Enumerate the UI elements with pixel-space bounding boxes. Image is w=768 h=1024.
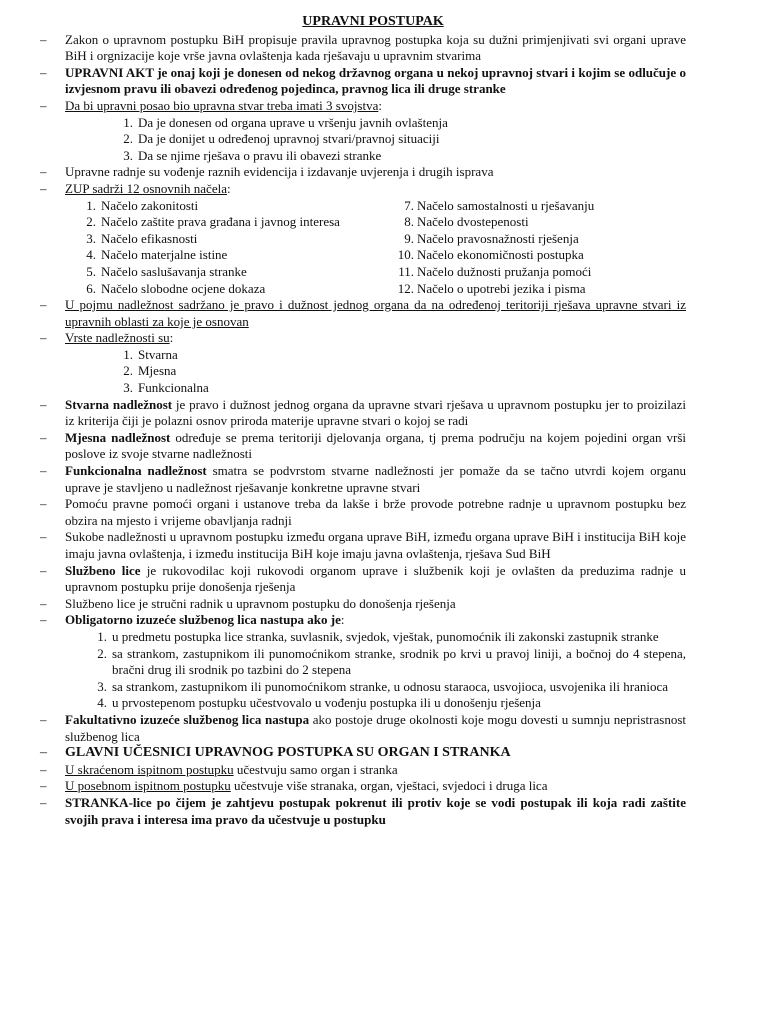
term-bold: Službeno lice (65, 562, 141, 578)
paragraph-text: je rukovodilac koji rukovodi organom uprave i službenik koji je ovlašten da preduzima radnje u upravnom postupku prije donošenja rješenja (65, 562, 686, 595)
list-item (394, 247, 686, 264)
term-bold: Obligatorno izuzeće službenog lica nastupa ako je (65, 612, 341, 628)
list-vrste (40, 347, 686, 397)
page-title: UPRAVNI POSTUPAK (302, 14, 444, 29)
list-item-text: Da je donijet u određenoj upravnoj stvari/pravnoj situaciji (138, 131, 440, 147)
paragraph-sluzbeno-lice (40, 563, 686, 596)
colon: : (378, 97, 382, 113)
list-item-text: Načelo ekonomičnosti postupka (417, 247, 584, 263)
term-bold: Funkcionalna nadležnost (65, 463, 207, 479)
dash-bullet: – (40, 612, 47, 628)
list-item-text: Načelo saslušavanja stranke (101, 263, 247, 279)
list-item (40, 363, 686, 380)
paragraph-text: U pojmu nadležnost sadržano je pravo i dužnost jednog organa da na određenoj teritoriji rješava upravne stvari iz upravnih oblasti za koje je osnovan (65, 297, 686, 329)
dash-bullet: – (40, 31, 47, 47)
list-item (394, 281, 686, 298)
list-item-text: Da se njime rješava o pravu ili obavezi stranke (138, 147, 382, 163)
list-item (394, 214, 686, 231)
dash-bullet: – (40, 330, 47, 346)
list-item (40, 231, 370, 248)
list-item-text: Funkcionalna (138, 380, 209, 396)
list-number: 3. (86, 230, 96, 246)
paragraph-text: Službeno lice je stručni radnik u upravnom postupku do donošenja rješenja (65, 595, 456, 611)
paragraph-text: Pomoću pravne pomoći organi i ustanove treba da lakše i brže provode potrebne radnje u upravnom postupku bez obzira na mjesto i vrijeme obavljanja radnji (65, 496, 686, 528)
paragraph-text: UPRAVNI AKT je onaj koji je donesen od nekog državnog organa u nekoj upravnoj stvari i kojim se odlučuje o izvjesnom pravu ili obavezi određenog pojedinca, pravnog lica ili druge stranke (65, 64, 686, 97)
list-item (40, 214, 370, 231)
list-number: 6. (86, 280, 96, 296)
list-item (40, 679, 686, 696)
colon: : (226, 180, 231, 196)
list-item (394, 198, 686, 215)
paragraph-text: Sukobe nadležnosti u upravnom postupku između organa uprave BiH, između organa uprave BiH i institucija BiH koje imaju javna ovlaštenja, i između institucija BiH koje imaju javna ovlaštenja, rješava Sud BiH (65, 529, 686, 561)
list-obligatorno (40, 629, 686, 712)
list-item (40, 148, 686, 165)
list-number: 2. (86, 214, 96, 230)
list-item-text: sa strankom, zastupnikom ili punomoćnikom stranke, srodnik po krvi u pravoj liniji, a bočnoj do 4 stepena, bračni drug ili srodnik po tazbini do 2 stepena (112, 645, 686, 678)
list-item-text: u predmetu postupka lice stranka, suvlasnik, svjedok, vještak, punomoćnik ili zakonski zastupnik stranke (112, 628, 659, 644)
paragraph-glavni-ucesnici (40, 745, 686, 762)
dash-bullet: – (40, 778, 47, 794)
list-svojstva (40, 115, 686, 165)
list-number: 12. (397, 280, 414, 296)
term-bold: Stvarna nadležnost (65, 396, 173, 412)
list-nacela-left (40, 198, 370, 298)
paragraph-fakultativno (40, 712, 686, 745)
paragraph-pravna-pomoc (40, 496, 686, 529)
dash-bullet: – (40, 711, 47, 727)
list-number: 1. (86, 197, 96, 213)
paragraph-stranka (40, 795, 686, 828)
list-item (40, 629, 686, 646)
paragraph-text: određuje se prema teritoriji djelovanja organa, tj prema području na kojem pojedini organ vrši poslove iz svoje stvarne nadležnosti (65, 429, 686, 462)
list-item-text: Načelo materjalne istine (101, 247, 228, 263)
paragraph-text: ako postoje druge okolnosti koje mogu dovesti u sumnju nepristrasnost službenog lica (65, 711, 686, 744)
paragraph-text: STRANKA-lice po čijem je zahtjevu postupak pokrenut ili protiv koje se vodi postupak ili koja radi zaštite svojih prava i interesa ima pravo da učestvuje u postupku (65, 794, 686, 827)
list-item (40, 198, 370, 215)
paragraph-vrste-nadleznosti (40, 330, 686, 347)
dash-bullet: – (40, 429, 47, 445)
paragraph-strucni-radnik (40, 596, 686, 613)
term-underlined: U posebnom ispitnom postupku (65, 778, 231, 794)
dash-bullet: – (40, 180, 47, 196)
nacela-columns (40, 198, 686, 298)
list-number: 4. (86, 247, 96, 263)
paragraph-text: učestvuje više stranaka, organ, vještaci, svjedoci i druga lica (230, 778, 548, 794)
dash-bullet: – (40, 396, 47, 412)
dash-bullet: – (40, 761, 47, 777)
paragraph-pojam-nadleznost (40, 297, 686, 330)
dash-bullet: – (40, 595, 47, 611)
list-item-text: Načelo zakonitosti (101, 197, 199, 213)
dash-bullet: – (40, 496, 47, 512)
paragraph-upravne-radnje (40, 164, 686, 181)
list-number: 11. (398, 263, 414, 279)
list-item-text: Načelo dvostepenosti (417, 214, 529, 230)
paragraph-heading: Da bi upravni posao bio upravna stvar treba imati 3 svojstva (65, 97, 379, 113)
list-item (40, 115, 686, 132)
list-number: 1. (123, 346, 133, 362)
list-item-text: Načelo samostalnosti u rješavanju (417, 197, 595, 213)
list-nacela-right (394, 198, 686, 298)
list-item-text: Načelo slobodne ocjene dokaza (101, 280, 266, 296)
list-number: 1. (97, 628, 107, 644)
paragraph-posebni (40, 778, 686, 795)
paragraph-text: Zakon o upravnom postupku BiH propisuje pravila upravnog postupka koja su dužni primjenjivati svi organi uprave BiH i orgnizacije koje vrše javna ovlaštenja kada rješavaju u upravnim stvarima (65, 31, 686, 64)
list-number: 7. (404, 197, 414, 213)
paragraph-mjesna (40, 430, 686, 463)
list-number: 2. (123, 363, 133, 379)
paragraph-text: učestvuju samo organ i stranka (233, 761, 398, 777)
term-bold: Fakultativno izuzeće službenog lica nastupa (65, 711, 310, 727)
list-number: 1. (123, 114, 133, 130)
dash-bullet: – (40, 164, 47, 180)
dash-bullet: – (40, 463, 47, 479)
list-item (40, 247, 370, 264)
list-number: 2. (123, 131, 133, 147)
list-number: 10. (397, 247, 414, 263)
list-item (394, 264, 686, 281)
dash-bullet: – (40, 562, 47, 578)
colon: : (340, 612, 345, 628)
list-item-text: Načelo efikasnosti (101, 230, 198, 246)
list-number: 4. (97, 695, 107, 711)
paragraph-skraceni (40, 762, 686, 779)
term-underlined: U skraćenom ispitnom postupku (65, 761, 234, 777)
paragraph-upravni-akt (40, 65, 686, 98)
dash-bullet: – (40, 794, 47, 810)
list-number: 8. (404, 214, 414, 230)
term-bold: Mjesna nadležnost (65, 429, 171, 445)
paragraph-text: je pravo i dužnost jednog organa da upravne stvari rješava u upravnom postupku jer to proizilazi iz kriterija čiji je polazni osnov priroda materije upravne stvari o kojoj se radi (65, 396, 687, 429)
list-item-text: Načelo o upotrebi jezika i pisma (417, 280, 586, 296)
paragraph-text: smatra se podvrstom stvarne nadležnosti jer pomaže da se tačno utvrdi kojem organu uprave je stavljeno u nadležnost rješavanje konkretne upravne stvari (65, 463, 686, 495)
paragraph-funkcionalna (40, 463, 686, 496)
list-item-text: Načelo dužnosti pružanja pomoći (417, 263, 592, 279)
list-number: 5. (86, 263, 96, 279)
paragraph-text: Upravne radnje su vođenje raznih evidencija i izdavanje uvjerenja i drugih isprava (65, 164, 494, 180)
list-number: 3. (97, 678, 107, 694)
paragraph-heading: Vrste nadležnosti su (65, 330, 170, 346)
list-item (394, 231, 686, 248)
list-item-text: Načelo pravosnažnosti rješenja (417, 230, 579, 246)
dash-bullet: – (40, 529, 47, 545)
list-item-text: sa strankom, zastupnikom ili punomoćnikom stranke, u odnosu staraoca, usvojioca, usvojenika ili hranioca (112, 678, 668, 694)
list-item-text: Da je donesen od organa uprave u vršenju javnih ovlaštenja (138, 114, 448, 130)
list-number: 3. (123, 380, 133, 396)
list-item (40, 264, 370, 281)
list-item (40, 695, 686, 712)
dash-bullet: – (40, 64, 47, 80)
list-item (40, 646, 686, 679)
paragraph-obligatorno (40, 612, 686, 629)
paragraph-nacela (40, 181, 686, 198)
paragraph-sukobi (40, 529, 686, 562)
colon: : (169, 330, 174, 346)
list-number: 3. (123, 147, 133, 163)
list-item-text: Mjesna (138, 363, 177, 379)
list-item (40, 347, 686, 364)
list-item (40, 131, 686, 148)
dash-bullet: – (40, 745, 47, 761)
list-number: 2. (97, 645, 107, 661)
list-number: 9. (404, 230, 414, 246)
list-item-text: u prvostepenom postupku učestvovalo u vođenju postupka ili u donošenju rješenja (112, 695, 541, 711)
paragraph-heading: ZUP sadrži 12 osnovnih načela (65, 180, 227, 196)
dash-bullet: – (40, 97, 47, 113)
list-item (40, 380, 686, 397)
list-item (40, 281, 370, 298)
paragraph-svojstva (40, 98, 686, 115)
list-item-text: Stvarna (138, 346, 178, 362)
paragraph-text: GLAVNI UČESNICI UPRAVNOG POSTUPKA SU ORGAN I STRANKA (65, 745, 511, 761)
list-item-text: Načelo zaštite prava građana i javnog interesa (101, 214, 340, 230)
dash-bullet: – (40, 297, 47, 313)
paragraph-stvarna (40, 397, 686, 430)
paragraph-zakon (40, 32, 686, 65)
